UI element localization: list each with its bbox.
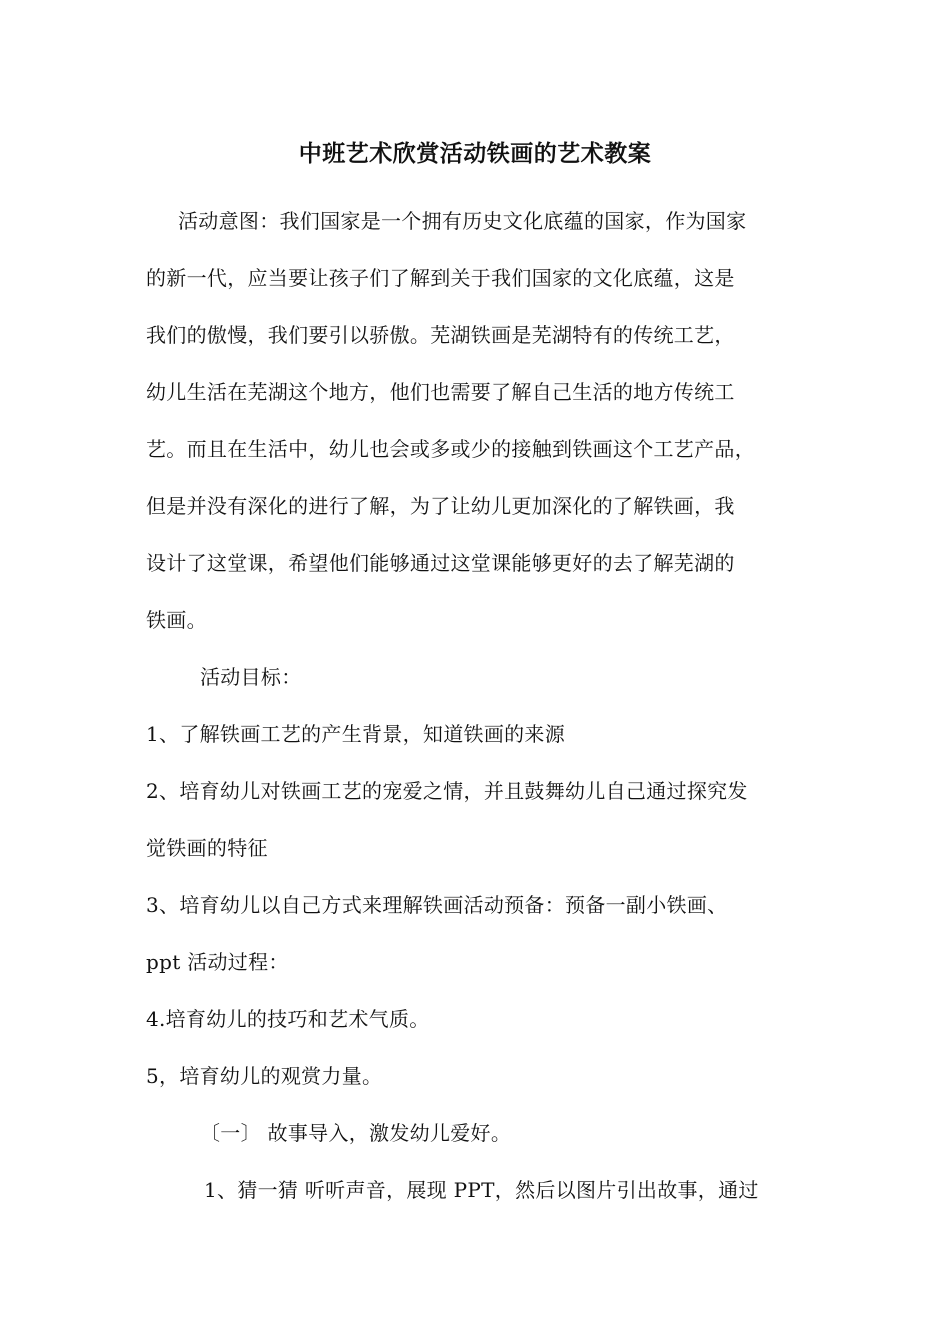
paragraph-line: 幼儿生活在芜湖这个地方，他们也需要了解自己生活的地方传统工 bbox=[146, 380, 735, 404]
list-item-continuation: 觉铁画的特征 bbox=[146, 836, 268, 860]
paragraph-line: 的新一代，应当要让孩子们了解到关于我们国家的文化底蕴，这是 bbox=[146, 266, 735, 290]
list-item: 3、培育幼儿以自己方式来理解铁画活动预备：预备一副小铁画、 bbox=[146, 893, 728, 917]
list-item: 4.培育幼儿的技巧和艺术气质。 bbox=[146, 1007, 430, 1031]
paragraph-line: 活动意图：我们国家是一个拥有历史文化底蕴的国家，作为国家 bbox=[178, 209, 747, 233]
section-heading: 活动目标： bbox=[200, 665, 302, 689]
paragraph-line: 我们的傲慢，我们要引以骄傲。芜湖铁画是芜湖特有的传统工艺， bbox=[146, 323, 735, 347]
list-item-continuation: ppt 活动过程： bbox=[146, 950, 289, 974]
section-heading: 〔一〕 故事导入，激发幼儿爱好。 bbox=[200, 1121, 512, 1145]
list-item: 2、培育幼儿对铁画工艺的宠爱之情，并且鼓舞幼儿自己通过探究发 bbox=[146, 779, 748, 803]
paragraph-line: 设计了这堂课，希望他们能够通过这堂课能够更好的去了解芜湖的 bbox=[146, 551, 735, 575]
document-title: 中班艺术欣赏活动铁画的艺术教案 bbox=[298, 140, 652, 167]
paragraph-line: 铁画。 bbox=[146, 608, 207, 632]
paragraph-line: 艺。而且在生活中，幼儿也会或多或少的接触到铁画这个工艺产品， bbox=[146, 437, 755, 461]
paragraph-line: 但是并没有深化的进行了解，为了让幼儿更加深化的了解铁画，我 bbox=[146, 494, 735, 518]
paragraph-line: 1、猜一猜 听听声音，展现 PPT，然后以图片引出故事，通过 bbox=[204, 1178, 759, 1202]
list-item: 1、了解铁画工艺的产生背景，知道铁画的来源 bbox=[146, 722, 566, 746]
list-item: 5，培育幼儿的观赏力量。 bbox=[146, 1064, 383, 1088]
